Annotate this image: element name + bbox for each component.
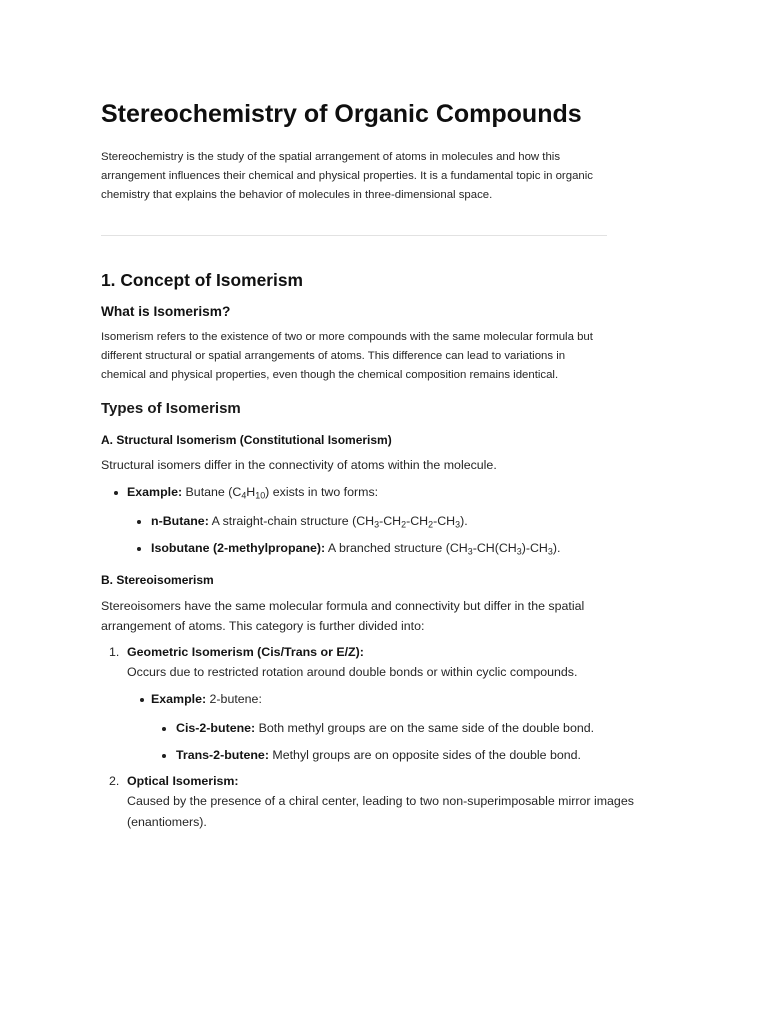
subscript: 2 xyxy=(401,519,407,530)
list-item-trans-2-butene xyxy=(176,745,581,765)
subscript: 4 xyxy=(241,490,247,501)
intro-line: chemistry that explains the behavior of molecules in three-dimensional space. xyxy=(101,189,493,201)
bold-label: Example: xyxy=(127,485,183,499)
paragraph-line: Caused by the presence of a chiral center, leading to two non-superimposable mirror images xyxy=(127,794,634,808)
list-item-n-butane xyxy=(151,511,468,531)
list-item-text: Example: Butane $(C_4H_{10})$ exists in two forms: xyxy=(127,485,379,501)
subscript: 3 xyxy=(455,519,461,530)
bullet-icon xyxy=(114,491,118,495)
subheading-types-of-isomerism: Types of Isomerism xyxy=(101,400,241,417)
list-number: 2. xyxy=(109,774,120,788)
ordered-item-geometric-isomerism xyxy=(109,642,364,662)
subscript: 2 xyxy=(428,519,434,530)
list-item-isobutane xyxy=(151,538,560,558)
bullet-icon xyxy=(140,698,144,702)
list-item-butane-example xyxy=(127,482,378,502)
stereoisomerism-paragraph xyxy=(101,596,584,636)
bullet-icon xyxy=(162,727,166,731)
what-is-isomerism-paragraph xyxy=(101,328,593,385)
list-item-text: Trans-2-butene: Methyl groups are on opposite sides of the double bond. xyxy=(176,748,581,762)
bold-label: Trans-2-butene: xyxy=(176,748,269,762)
geometric-isomerism-description: Occurs due to restricted rotation around double bonds or within cyclic compounds. xyxy=(127,665,578,679)
heading-structural-isomerism: A. Structural Isomerism (Constitutional Isomerism) xyxy=(101,433,392,447)
heading-stereoisomerism: B. Stereoisomerism xyxy=(101,573,214,587)
section-heading-concept-of-isomerism: 1. Concept of Isomerism xyxy=(101,270,303,290)
list-item-title: Optical Isomerism: xyxy=(127,774,239,788)
bold-label: n-Butane: xyxy=(151,514,209,528)
subscript: 10 xyxy=(255,490,266,501)
list-item-text: Example: 2-butene: xyxy=(151,692,262,706)
paragraph-line: different structural or spatial arrangements of atoms. This difference can lead to variations in xyxy=(101,350,566,362)
paragraph-line: Isomerism refers to the existence of two or more compounds with the same molecular formula but xyxy=(101,331,593,343)
bullet-icon xyxy=(137,520,141,524)
list-item-text: n-Butane: A straight-chain structure $(CH_3-CH_2-CH_2-CH_3)$. xyxy=(151,514,468,530)
intro-line: Stereochemistry is the study of the spatial arrangement of atoms in molecules and how this xyxy=(101,151,561,163)
list-item-title: Geometric Isomerism (Cis/Trans or E/Z): xyxy=(127,645,364,659)
intro-line: arrangement influences their chemical and physical properties. It is a fundamental topic in organic xyxy=(101,170,593,182)
paragraph-line: arrangement of atoms. This category is further divided into: xyxy=(101,619,425,633)
list-item-text: Isobutane (2-methylpropane): A branched structure $(CH_3-CH(CH_3)-CH_3)$. xyxy=(151,541,561,557)
optical-isomerism-description xyxy=(127,791,634,833)
subscript: 3 xyxy=(516,546,522,557)
list-number: 1. xyxy=(109,645,120,659)
ordered-item-optical-isomerism xyxy=(109,771,239,791)
section-divider xyxy=(101,235,607,236)
list-item-text: Cis-2-butene: Both methyl groups are on the same side of the double bond. xyxy=(176,721,595,735)
bullet-icon xyxy=(162,754,166,758)
subscript: 3 xyxy=(467,546,473,557)
subscript: 3 xyxy=(374,519,380,530)
list-item-cis-2-butene xyxy=(176,718,594,738)
subscript: 3 xyxy=(547,546,553,557)
paragraph-line: chemical and physical properties, even though the chemical composition remains identical. xyxy=(101,369,559,381)
subheading-what-is-isomerism: What is Isomerism? xyxy=(101,304,231,319)
bullet-icon xyxy=(137,547,141,551)
bold-label: Cis-2-butene: xyxy=(176,721,256,735)
bold-label: Example: xyxy=(151,692,207,706)
intro-paragraph xyxy=(101,148,593,205)
paragraph-line: Stereoisomers have the same molecular formula and connectivity but differ in the spatial xyxy=(101,599,585,613)
document-title: Stereochemistry of Organic Compounds xyxy=(101,100,582,128)
paragraph-line: (enantiomers). xyxy=(127,815,207,829)
bold-label: Isobutane (2-methylpropane): xyxy=(151,541,326,555)
list-item-2-butene-example xyxy=(151,689,262,709)
structural-isomerism-description: Structural isomers differ in the connectivity of atoms within the molecule. xyxy=(101,458,497,472)
